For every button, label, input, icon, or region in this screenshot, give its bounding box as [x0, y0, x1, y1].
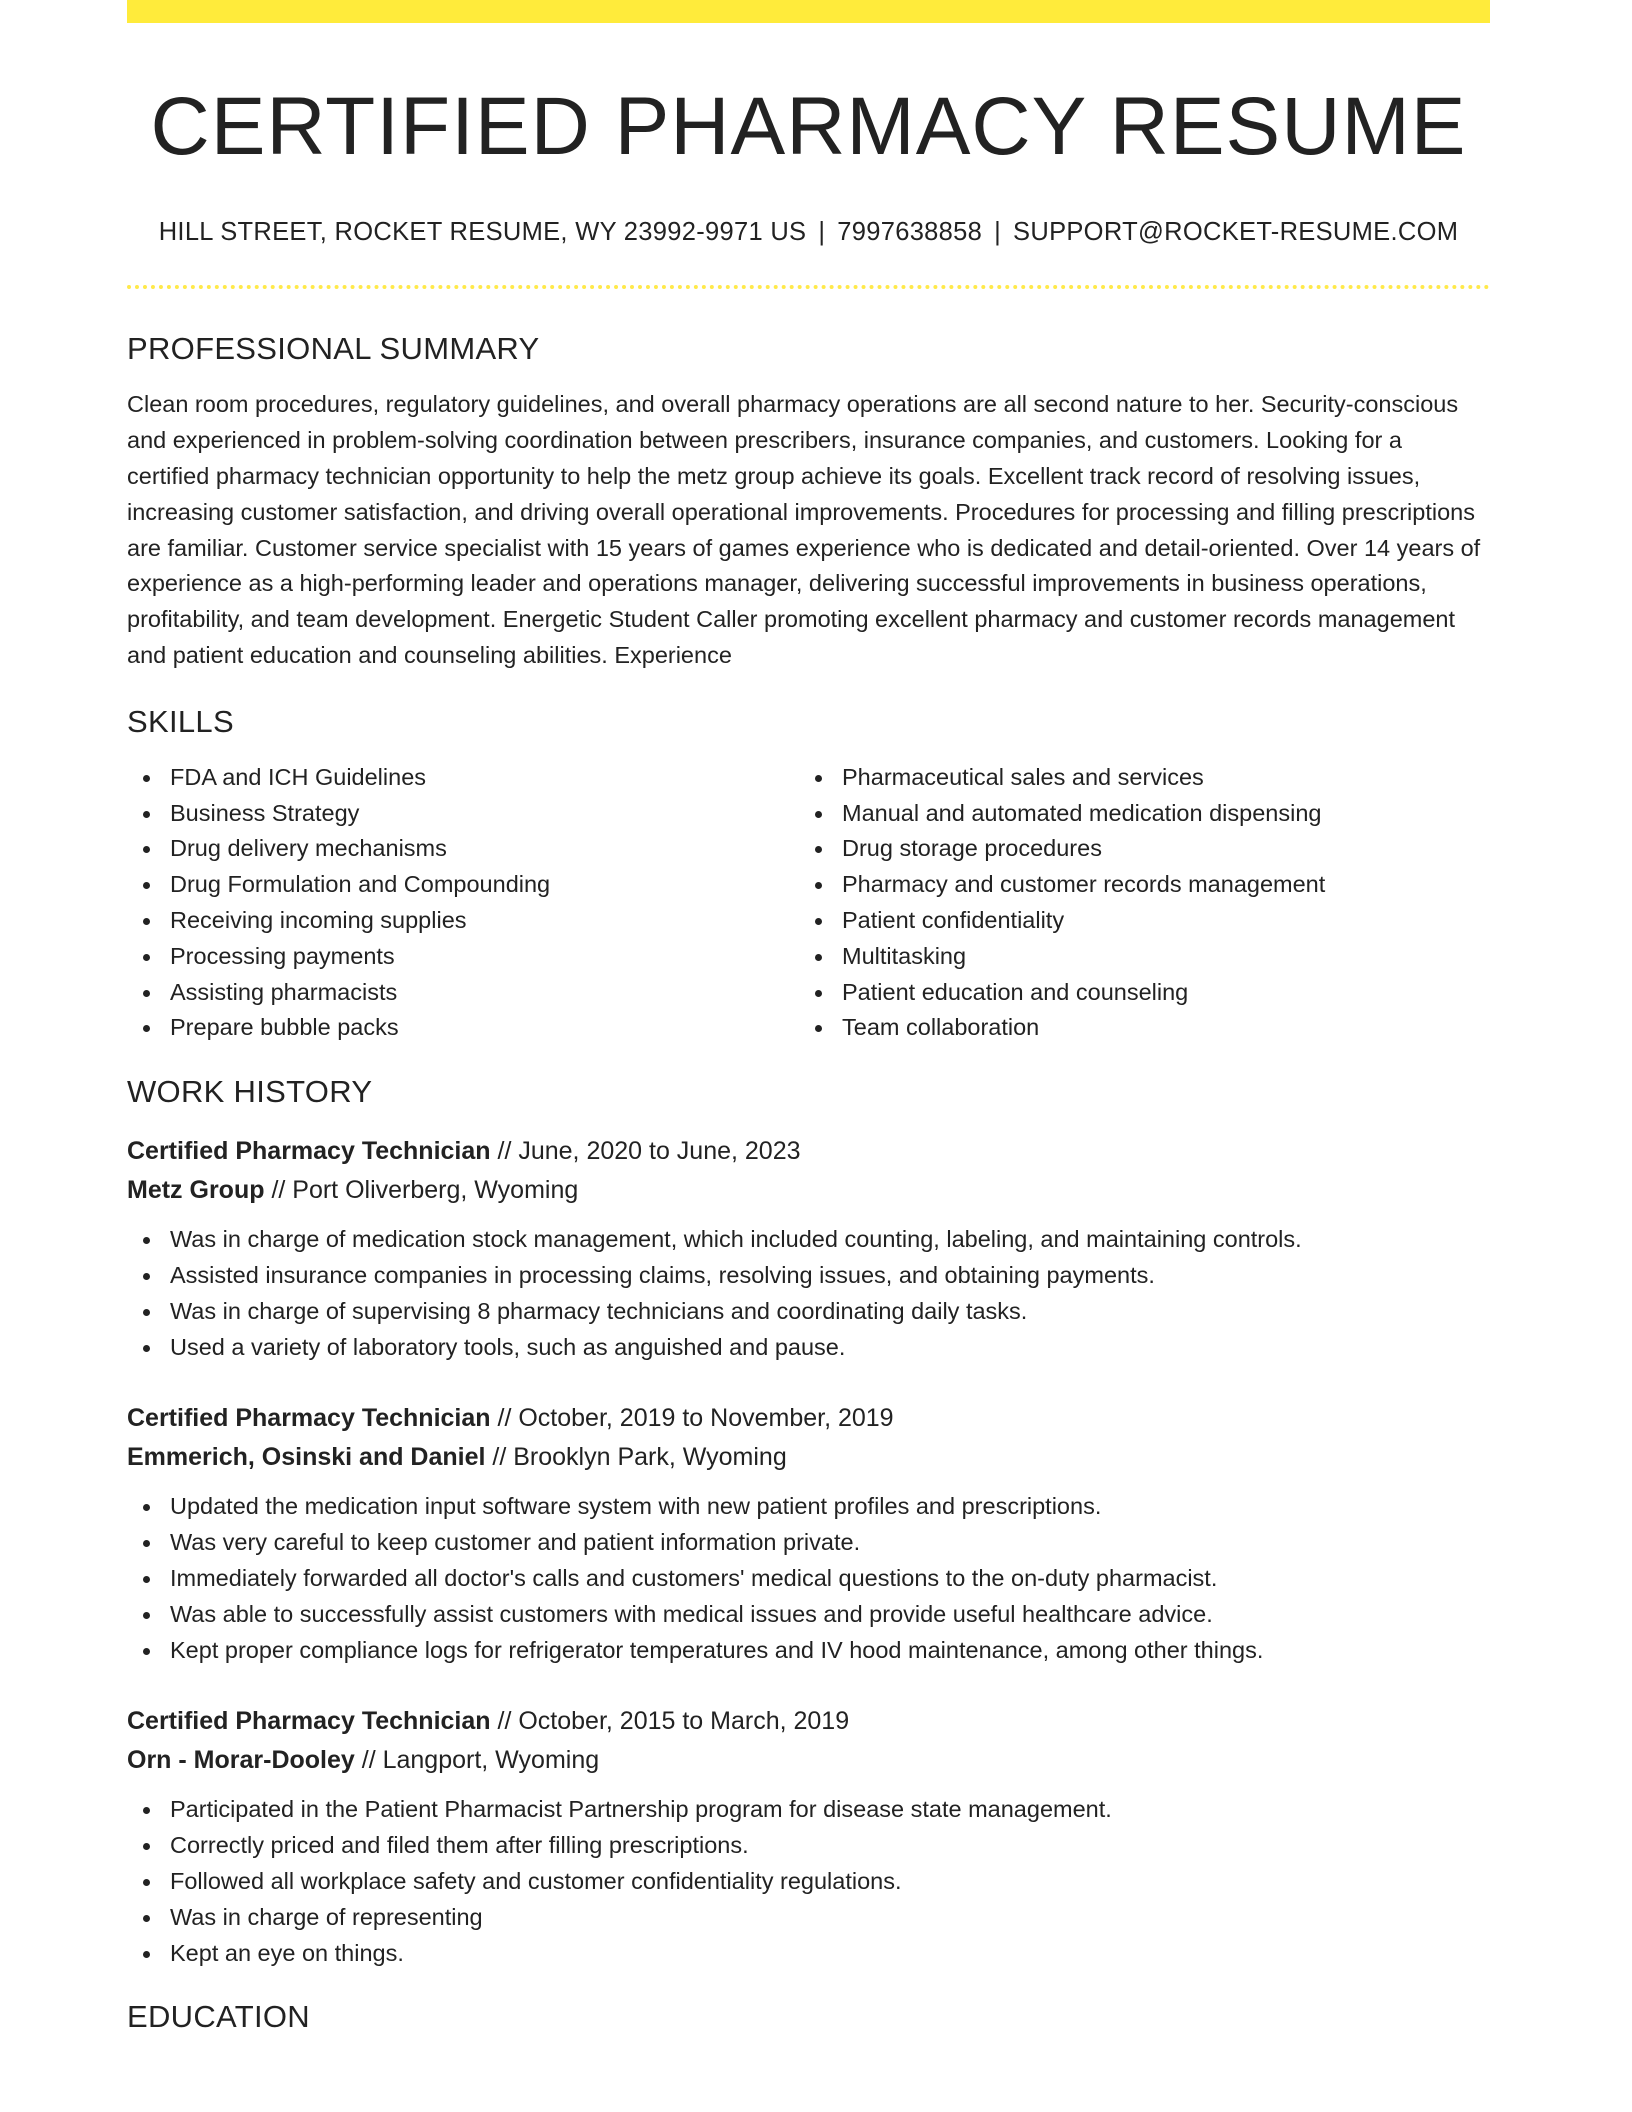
skill-item: Multitasking [799, 939, 1471, 975]
resume-title: CERTIFIED PHARMACY RESUME [150, 81, 1467, 172]
section-title-summary: PROFESSIONAL SUMMARY [127, 331, 540, 367]
job-company-line [127, 1741, 1490, 1780]
skills-grid [127, 760, 1490, 1046]
skill-item: Pharmacy and customer records management [799, 867, 1471, 903]
contact-phone: 7997638858 [837, 218, 983, 247]
job-bullet: Assisted insurance companies in processing claims, resolving issues, and obtaining payments. [127, 1258, 1490, 1294]
job-role: Certified Pharmacy Technician [127, 1707, 491, 1736]
section-title-skills: SKILLS [127, 703, 234, 739]
job-bullet: Followed all workplace safety and customer confidentiality regulations. [127, 1864, 1490, 1900]
job-role-line [127, 1399, 1490, 1438]
job-bullet: Was able to successfully assist customers with medical issues and provide useful healthcare advice. [127, 1597, 1490, 1633]
job-dates: // October, 2015 to March, 2019 [490, 1707, 850, 1736]
skill-item: Processing payments [127, 939, 799, 975]
job-dates: // June, 2020 to June, 2023 [490, 1137, 801, 1166]
job-bullet: Was very careful to keep customer and patient information private. [127, 1525, 1490, 1561]
skill-item: Drug Formulation and Compounding [127, 867, 799, 903]
section-title-education: EDUCATION [127, 1999, 310, 2035]
job-bullet: Correctly priced and filed them after filling prescriptions. [127, 1828, 1490, 1864]
skill-item: Drug storage procedures [799, 831, 1471, 867]
contact-email: SUPPORT@ROCKET-RESUME.COM [1013, 218, 1459, 247]
job-entry [127, 1132, 1490, 1365]
skill-item: Pharmaceutical sales and services [799, 760, 1471, 796]
job-bullet: Used a variety of laboratory tools, such as anguished and pause. [127, 1330, 1490, 1366]
job-dates: // October, 2019 to November, 2019 [490, 1404, 894, 1433]
job-location: // Brooklyn Park, Wyoming [485, 1443, 787, 1472]
skill-item: Business Strategy [127, 796, 799, 832]
job-entry [127, 1702, 1490, 1971]
job-bullets [127, 1792, 1490, 1971]
job-bullet: Was in charge of supervising 8 pharmacy technicians and coordinating daily tasks. [127, 1294, 1490, 1330]
summary-paragraph: Clean room procedures, regulatory guidelines, and overall pharmacy operations are all second nature to her. Security-conscious and experienced in problem-solving coordination between prescribers, insurance companies, and customers. Looking for a certified pharmacy technician opportunity to help the metz group achieve its goals. Excellent track record of resolving issues, increasing customer satisfaction, and driving overall operational improvements. Procedures for processing and filling prescriptions are familiar. Customer service specialist with 15 years of games experience who is dedicated and detail-oriented. Over 14 years of experience as a high-performing leader and operations manager, delivering successful improvements in business operations, profitability, and team development. Energetic Student Caller promoting excellent pharmacy and customer records management and patient education and counseling abilities. Experience [127, 391, 1481, 668]
contact-separator: | [818, 218, 826, 247]
skill-item: FDA and ICH Guidelines [127, 760, 799, 796]
job-company: Emmerich, Osinski and Daniel [127, 1443, 486, 1472]
contact-info [127, 218, 1490, 247]
job-bullets [127, 1489, 1490, 1668]
skill-item: Assisting pharmacists [127, 975, 799, 1011]
job-role-line [127, 1702, 1490, 1741]
skill-item: Prepare bubble packs [127, 1010, 799, 1046]
job-location: // Port Oliverberg, Wyoming [264, 1176, 579, 1205]
job-bullets [127, 1222, 1490, 1365]
job-location: // Langport, Wyoming [354, 1746, 600, 1775]
work-history-list [127, 1132, 1490, 1971]
section-title-work-history: WORK HISTORY [127, 1074, 373, 1110]
job-role-line [127, 1132, 1490, 1171]
job-entry [127, 1399, 1490, 1668]
job-company-line [127, 1171, 1490, 1210]
job-company: Orn - Morar-Dooley [127, 1746, 355, 1775]
skill-item: Receiving incoming supplies [127, 903, 799, 939]
job-bullet: Updated the medication input software system with new patient profiles and prescriptions. [127, 1489, 1490, 1525]
job-role: Certified Pharmacy Technician [127, 1137, 491, 1166]
job-bullet: Kept an eye on things. [127, 1936, 1490, 1972]
job-bullet: Participated in the Patient Pharmacist Partnership program for disease state management. [127, 1792, 1490, 1828]
job-bullet: Was in charge of medication stock management, which included counting, labeling, and maintaining controls. [127, 1222, 1490, 1258]
skill-item: Manual and automated medication dispensing [799, 796, 1471, 832]
skill-item: Patient education and counseling [799, 975, 1471, 1011]
contact-address: HILL STREET, ROCKET RESUME, WY 23992-9971 US [158, 218, 807, 247]
job-bullet: Immediately forwarded all doctor's calls and customers' medical questions to the on-duty pharmacist. [127, 1561, 1490, 1597]
skill-item: Drug delivery mechanisms [127, 831, 799, 867]
job-bullet: Was in charge of representing [127, 1900, 1490, 1936]
skills-column-left [127, 760, 799, 1046]
contact-separator: | [994, 218, 1002, 247]
skill-item: Team collaboration [799, 1010, 1471, 1046]
skills-column-right [799, 760, 1471, 1046]
skill-item: Patient confidentiality [799, 903, 1471, 939]
job-role: Certified Pharmacy Technician [127, 1404, 491, 1433]
job-company: Metz Group [127, 1176, 265, 1205]
job-bullet: Kept proper compliance logs for refrigerator temperatures and IV hood maintenance, among other things. [127, 1633, 1490, 1669]
accent-top-bar [127, 0, 1490, 23]
resume-page [127, 0, 1490, 2035]
job-company-line [127, 1438, 1490, 1477]
header-divider [127, 285, 1490, 289]
